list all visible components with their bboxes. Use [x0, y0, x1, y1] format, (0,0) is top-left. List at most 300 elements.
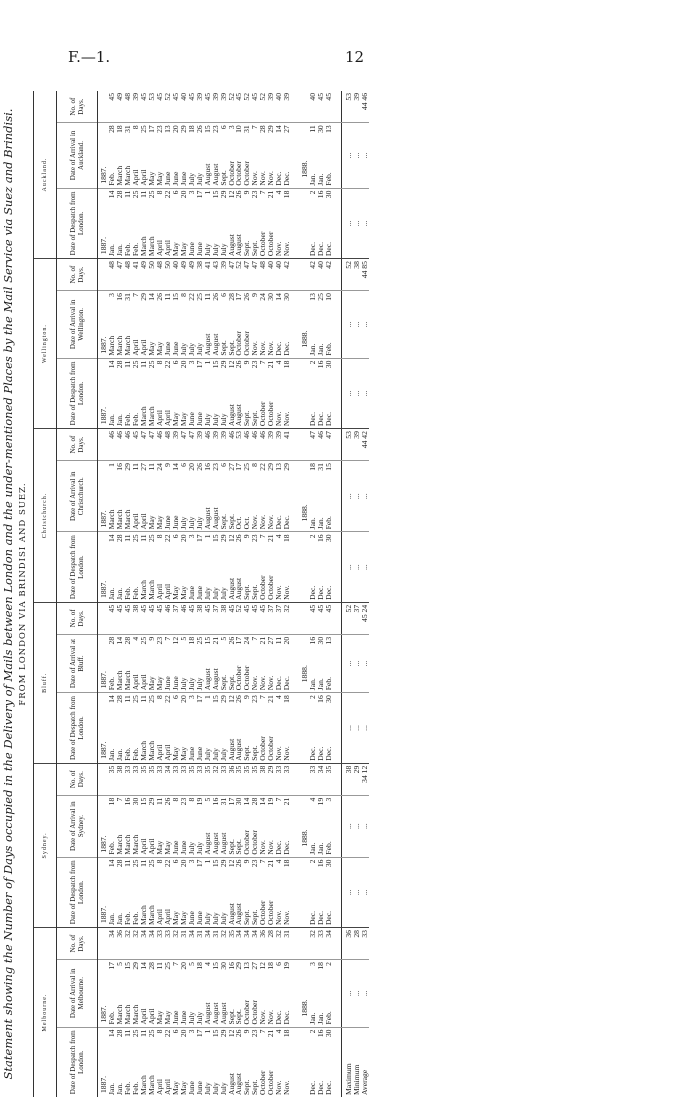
summary-dots: ... [342, 532, 353, 602]
despatch-day: 11 [138, 859, 148, 867]
empty-cell [333, 813, 342, 857]
arrival-month: October [243, 310, 251, 358]
despatch-month: Feb. [122, 1081, 132, 1095]
despatch-day: 22 [162, 859, 172, 868]
empty-cell [291, 1048, 299, 1097]
despatch-day: 29 [218, 859, 228, 868]
despatch-day: 16 [316, 534, 326, 542]
despatch-day: 9 [242, 190, 252, 195]
days-count: 37 [212, 602, 220, 634]
arrival-month: Sept. [228, 979, 236, 1027]
arrival-month: March [116, 483, 124, 532]
empty-cell [333, 358, 342, 379]
despatch-day: 14 [106, 534, 116, 542]
spacer-row [333, 91, 342, 1097]
despatch-month: Jan. [108, 878, 116, 928]
days-count: 45 [317, 602, 325, 634]
from-line: FROM LONDON VIA BRINDISI AND SUEZ. [18, 482, 28, 706]
empty-cell [291, 461, 299, 483]
despatch-month: Nov. [283, 379, 291, 429]
arrival-day: 16 [210, 797, 220, 806]
arrival-month: Sept. [235, 979, 243, 1027]
arrival-month: Dec. [275, 483, 283, 532]
despatch-day: 26 [234, 534, 244, 542]
arrival-day: 25 [138, 636, 148, 645]
despatch-month: Jan. [108, 379, 116, 429]
summary-row [353, 91, 361, 1097]
city-header-row [34, 91, 57, 1097]
summary-value: 28 [353, 928, 361, 960]
arrival-month: August [204, 813, 212, 857]
arrival-month: May [148, 310, 156, 358]
year-cell: 1888. [299, 795, 309, 857]
days-count: 46 [259, 429, 267, 461]
summary-dots: ... [342, 461, 353, 532]
days-count: 45 [188, 602, 196, 634]
despatch-day: 30 [324, 534, 334, 542]
arrival-month: Sept. [228, 310, 236, 358]
despatch-month: May [172, 553, 180, 603]
arrival-day: 11 [154, 797, 164, 806]
arrival-month: October [235, 652, 243, 693]
despatch-day: 15 [210, 190, 220, 199]
rotated-table-block [0, 91, 500, 1097]
arrival-day: 27 [138, 463, 148, 471]
days-count: 33 [220, 763, 228, 795]
days-count: 47 [325, 429, 333, 461]
despatch-day: 29 [218, 190, 228, 199]
despatch-month: April [156, 209, 164, 259]
table-row [283, 91, 291, 1097]
days-count: 46 [228, 429, 236, 461]
despatch-month: Nov. [283, 553, 291, 603]
arrival-month: Nov. [251, 652, 259, 693]
despatch-month: Dec. [324, 1080, 334, 1095]
arrival-month: Nov. [259, 483, 267, 532]
despatch-day: 21 [266, 534, 276, 542]
despatch-day: 17 [194, 859, 204, 868]
despatch-month: May [180, 209, 188, 259]
days-count: 32 [283, 602, 291, 634]
despatch-day: 22 [162, 534, 172, 542]
arrival-month: March [132, 979, 140, 1027]
despatch-month: Jan. [108, 209, 116, 259]
arrival-month: Dec. [283, 979, 291, 1027]
days-count: 39 [212, 429, 220, 461]
summary-dots: ... [361, 461, 369, 532]
days-count: 34 [188, 928, 196, 960]
empty-cell [333, 693, 342, 714]
days-count: 33 [132, 763, 140, 795]
despatch-month: July [204, 714, 212, 764]
days-count: 52 [235, 602, 243, 634]
despatch-day: 28 [114, 1029, 124, 1038]
days-count: 45 [124, 602, 132, 634]
arrival-day: 29 [234, 962, 244, 970]
arrival-month: Dec. [283, 310, 291, 358]
despatch-month: August [234, 1073, 244, 1095]
year-cell: 1887. [98, 123, 108, 188]
despatch-month: Dec. [325, 553, 333, 603]
days-count: 32 [124, 928, 132, 960]
arrival-day: 5 [186, 962, 196, 966]
days-count: 35 [243, 763, 251, 795]
despatch-month: Dec. [309, 878, 317, 928]
arrival-day: 11 [146, 463, 156, 471]
despatch-month: July [204, 878, 212, 928]
arrival-month: Feb. [325, 652, 333, 693]
arrival-month: July [196, 142, 204, 188]
summary-dots: ... [353, 188, 361, 258]
arrival-month: June [164, 310, 172, 358]
despatch-month: Jan. [108, 553, 116, 603]
despatch-day: 17 [194, 190, 204, 199]
arrival-month: Jan. [309, 483, 317, 532]
despatch-month: Nov. [275, 553, 283, 603]
arrival-month: July [180, 310, 188, 358]
despatch-month: October [259, 714, 267, 764]
days-count: 38 [116, 763, 124, 795]
despatch-month: October [267, 379, 275, 429]
days-count: 39 [283, 91, 291, 123]
days-count: 38 [196, 602, 204, 634]
empty-cell [291, 857, 299, 878]
despatch-day: 11 [138, 1029, 148, 1037]
days-count: 45 [116, 602, 124, 634]
arrival-month: Jan. [309, 813, 317, 857]
arrival-day: 5 [114, 962, 124, 966]
arrival-day: 11 [308, 125, 318, 133]
despatch-day: 26 [234, 360, 244, 369]
despatch-day: 20 [178, 859, 188, 868]
year-cell: 1887. [98, 291, 108, 359]
summary-value: 38 [353, 259, 361, 291]
arrival-month: October [251, 979, 259, 1027]
arrival-day: 24 [258, 293, 268, 301]
empty-cell [333, 188, 342, 209]
arrival-day: 11 [154, 962, 164, 970]
days-count: 38 [220, 602, 228, 634]
summary-value: 39 [353, 429, 361, 461]
arrival-month: April [140, 142, 148, 188]
days-count: 50 [148, 259, 156, 291]
days-count: 47 [228, 259, 236, 291]
despatch-day: 1 [202, 360, 212, 365]
despatch-month: April [164, 209, 172, 259]
arrival-day: 15 [324, 463, 334, 471]
days-count: 52 [228, 91, 236, 123]
arrival-day: 17 [146, 125, 156, 133]
empty-cell [291, 91, 299, 123]
despatch-month: Jan. [116, 379, 124, 429]
summary-value: 52 [342, 259, 353, 291]
arrival-month: April [140, 652, 148, 693]
days-count: 45 [156, 91, 164, 123]
despatch-day: 20 [178, 360, 188, 369]
arrival-month: May [156, 652, 164, 693]
days-count: 39 [220, 259, 228, 291]
despatch-month: Nov. [283, 714, 291, 764]
arrival-month: April [140, 813, 148, 857]
despatch-month: May [172, 878, 180, 928]
days-count: 49 [116, 91, 124, 123]
summary-dots: ... [353, 532, 361, 602]
despatch-month: Nov. [275, 714, 283, 764]
arrival-day: 9 [146, 636, 156, 641]
summary-dots: ... [342, 358, 353, 428]
despatch-month: Sept. [242, 1079, 252, 1095]
arrival-day: 9 [162, 463, 172, 467]
despatch-month: October [267, 714, 275, 764]
arrival-day: 16 [308, 636, 318, 645]
despatch-month: April [164, 379, 172, 429]
arrival-day: 28 [122, 636, 132, 645]
arrival-month: Jan. [317, 310, 325, 358]
days-count: 45 [243, 602, 251, 634]
despatch-month: March [138, 1075, 148, 1095]
despatch-month: Feb. [124, 379, 132, 429]
despatch-day: 22 [162, 190, 172, 199]
empty-cell [291, 795, 299, 813]
arrival-day: 14 [138, 962, 148, 970]
arrival-day: 6 [178, 463, 188, 467]
despatch-day: 29 [218, 534, 228, 542]
arrival-day: 11 [202, 293, 212, 301]
summary-dots: ... [342, 634, 353, 692]
col-days-header: No. of Days. [57, 928, 98, 960]
summary-dots: ... [361, 291, 369, 359]
arrival-month: August [212, 979, 220, 1027]
despatch-day: 18 [282, 695, 292, 703]
arrival-day: 18 [194, 962, 204, 970]
arrival-day: 15 [170, 293, 180, 301]
days-count: 36 [228, 763, 236, 795]
empty-cell [291, 142, 299, 188]
despatch-month: Nov. [283, 878, 291, 928]
arrival-day: 15 [122, 962, 132, 970]
arrival-day: 17 [234, 293, 244, 301]
days-count: 52 [243, 91, 251, 123]
despatch-day: 11 [138, 190, 148, 198]
despatch-month: August [226, 1073, 236, 1095]
days-count: 34 [317, 763, 325, 795]
days-count: 45 [172, 91, 180, 123]
arrival-month: Dec. [275, 979, 283, 1027]
arrival-day: 10 [324, 293, 334, 301]
arrival-day: 11 [274, 636, 284, 645]
arrival-day: 5 [178, 636, 188, 641]
arrival-day: 13 [162, 125, 172, 133]
arrival-month: March [116, 979, 124, 1027]
despatch-day: 23 [250, 695, 260, 703]
despatch-day: 2 [308, 1029, 318, 1034]
arrival-month: June [172, 142, 180, 188]
arrival-day: 25 [316, 293, 326, 301]
despatch-month: July [204, 553, 212, 603]
days-count: 47 [243, 259, 251, 291]
days-count: 47 [180, 429, 188, 461]
empty-cell [291, 1027, 299, 1048]
arrival-day: 14 [274, 293, 284, 301]
arrival-day: 22 [258, 463, 268, 471]
despatch-month: April [156, 553, 164, 603]
summary-label: Maximum [342, 1027, 353, 1097]
arrival-month: May [164, 813, 172, 857]
summary-label: Minimum [352, 1064, 362, 1095]
arrival-day: 14 [242, 797, 252, 806]
empty-cell [291, 123, 299, 142]
days-count: 41 [204, 259, 212, 291]
despatch-month: Feb. [124, 878, 132, 928]
despatch-day: 28 [114, 534, 124, 542]
arrival-day: 19 [266, 797, 276, 806]
arrival-day: 25 [194, 293, 204, 301]
despatch-day: 30 [324, 695, 334, 703]
col-despatch-header: Date of Despatch from London. [57, 857, 98, 927]
days-count: 46 [251, 429, 259, 461]
days-count: 39 [132, 91, 140, 123]
despatch-month: June [194, 1081, 204, 1095]
days-count: 41 [132, 259, 140, 291]
year-cell: 1887. [98, 795, 108, 857]
arrival-day: 28 [106, 636, 116, 645]
empty-cell [333, 209, 342, 259]
despatch-month: April [164, 878, 172, 928]
arrival-day: 8 [130, 125, 140, 130]
despatch-day: 26 [234, 1029, 244, 1038]
summary-dots: ... [342, 693, 353, 763]
despatch-day: 25 [130, 360, 140, 369]
arrival-day: 3 [308, 962, 318, 966]
arrival-day: 20 [170, 125, 180, 133]
arrival-day: 27 [266, 636, 276, 645]
arrival-month: August [204, 483, 212, 532]
days-count: 35 [140, 763, 148, 795]
empty-cell [333, 960, 342, 980]
summary-dots: ... [353, 634, 361, 692]
arrival-day: 9 [250, 293, 260, 297]
despatch-month: July [212, 714, 220, 764]
days-count: 52 [259, 91, 267, 123]
arrival-day: 19 [282, 962, 292, 970]
empty-cell [333, 142, 342, 188]
despatch-month: July [202, 1082, 212, 1095]
despatch-month: June [196, 553, 204, 603]
despatch-month: August [235, 379, 243, 429]
despatch-day: 25 [146, 695, 156, 703]
arrival-day: 7 [250, 125, 260, 130]
summary-value: 36 [342, 928, 353, 960]
despatch-day: 25 [146, 859, 156, 868]
days-count: 37 [172, 602, 180, 634]
arrival-month: June [180, 813, 188, 857]
days-count: 33 [156, 928, 164, 960]
despatch-month: October [267, 209, 275, 259]
despatch-month: March [140, 209, 148, 259]
despatch-month: Feb. [132, 553, 140, 603]
days-count: 35 [251, 763, 259, 795]
despatch-day: 9 [242, 360, 252, 365]
days-count: 48 [124, 259, 132, 291]
despatch-day: 6 [170, 859, 180, 864]
despatch-month: August [228, 379, 236, 429]
arrival-day: 11 [162, 293, 172, 301]
arrival-month: July [196, 652, 204, 693]
despatch-day: 15 [210, 1029, 220, 1038]
days-count: 31 [283, 928, 291, 960]
empty-cell [333, 310, 342, 358]
despatch-month: October [267, 553, 275, 603]
summary-dots: ... [342, 795, 353, 857]
summary-value: 38 [342, 763, 353, 795]
despatch-month: July [220, 379, 228, 429]
year-cell: 1887. [98, 358, 108, 428]
empty-cell [333, 714, 342, 764]
despatch-month: Sept. [243, 209, 251, 259]
despatch-day: 22 [162, 360, 172, 369]
arrival-day: 13 [324, 125, 334, 133]
arrival-day: 15 [202, 636, 212, 645]
arrival-month: August [220, 979, 228, 1027]
empty-cell [291, 483, 299, 532]
arrival-month: June [172, 813, 180, 857]
city-header: Auckland. [34, 91, 57, 259]
arrival-month: July [188, 310, 196, 358]
arrival-day: 7 [114, 797, 124, 802]
despatch-month: April [164, 553, 172, 603]
col-arrival-header: Date of Arrival in Sydney. [57, 795, 98, 857]
arrival-month: Nov. [267, 142, 275, 188]
empty-cell [333, 91, 342, 123]
arrival-day: 19 [194, 797, 204, 806]
empty-cell [291, 379, 299, 429]
empty-cell [333, 291, 342, 311]
despatch-month: June [188, 553, 196, 603]
arrival-day: 13 [324, 636, 334, 645]
despatch-day: 21 [266, 859, 276, 868]
despatch-month: June [196, 714, 204, 764]
arrival-month: April [132, 652, 140, 693]
days-count: 32 [132, 928, 140, 960]
days-count: 34 [251, 928, 259, 960]
days-count: 40 [309, 91, 317, 123]
summary-dots: ... [353, 291, 361, 359]
despatch-month: Dec. [309, 714, 317, 764]
days-count: 46 [108, 429, 116, 461]
despatch-day: 30 [324, 1029, 334, 1038]
city-header: Wellington. [34, 259, 57, 429]
arrival-month: August [204, 142, 212, 188]
arrival-day: 29 [266, 463, 276, 471]
arrival-month: July [188, 813, 196, 857]
despatch-day: 9 [242, 695, 252, 700]
arrival-day: 7 [130, 293, 140, 297]
arrival-month: July [196, 813, 204, 857]
days-count: 32 [172, 928, 180, 960]
arrival-day: 18 [186, 125, 196, 133]
arrival-month: Nov. [267, 310, 275, 358]
despatch-day: 12 [226, 360, 236, 369]
despatch-day: 25 [130, 1029, 140, 1038]
arrival-day: 21 [258, 636, 268, 645]
arrival-day: 6 [218, 463, 228, 467]
arrival-day: 4 [130, 636, 140, 641]
despatch-day: 18 [282, 534, 292, 542]
arrival-month: June [172, 310, 180, 358]
arrival-month: March [124, 142, 132, 188]
despatch-month: Nov. [275, 379, 283, 429]
days-count: 39 [220, 429, 228, 461]
